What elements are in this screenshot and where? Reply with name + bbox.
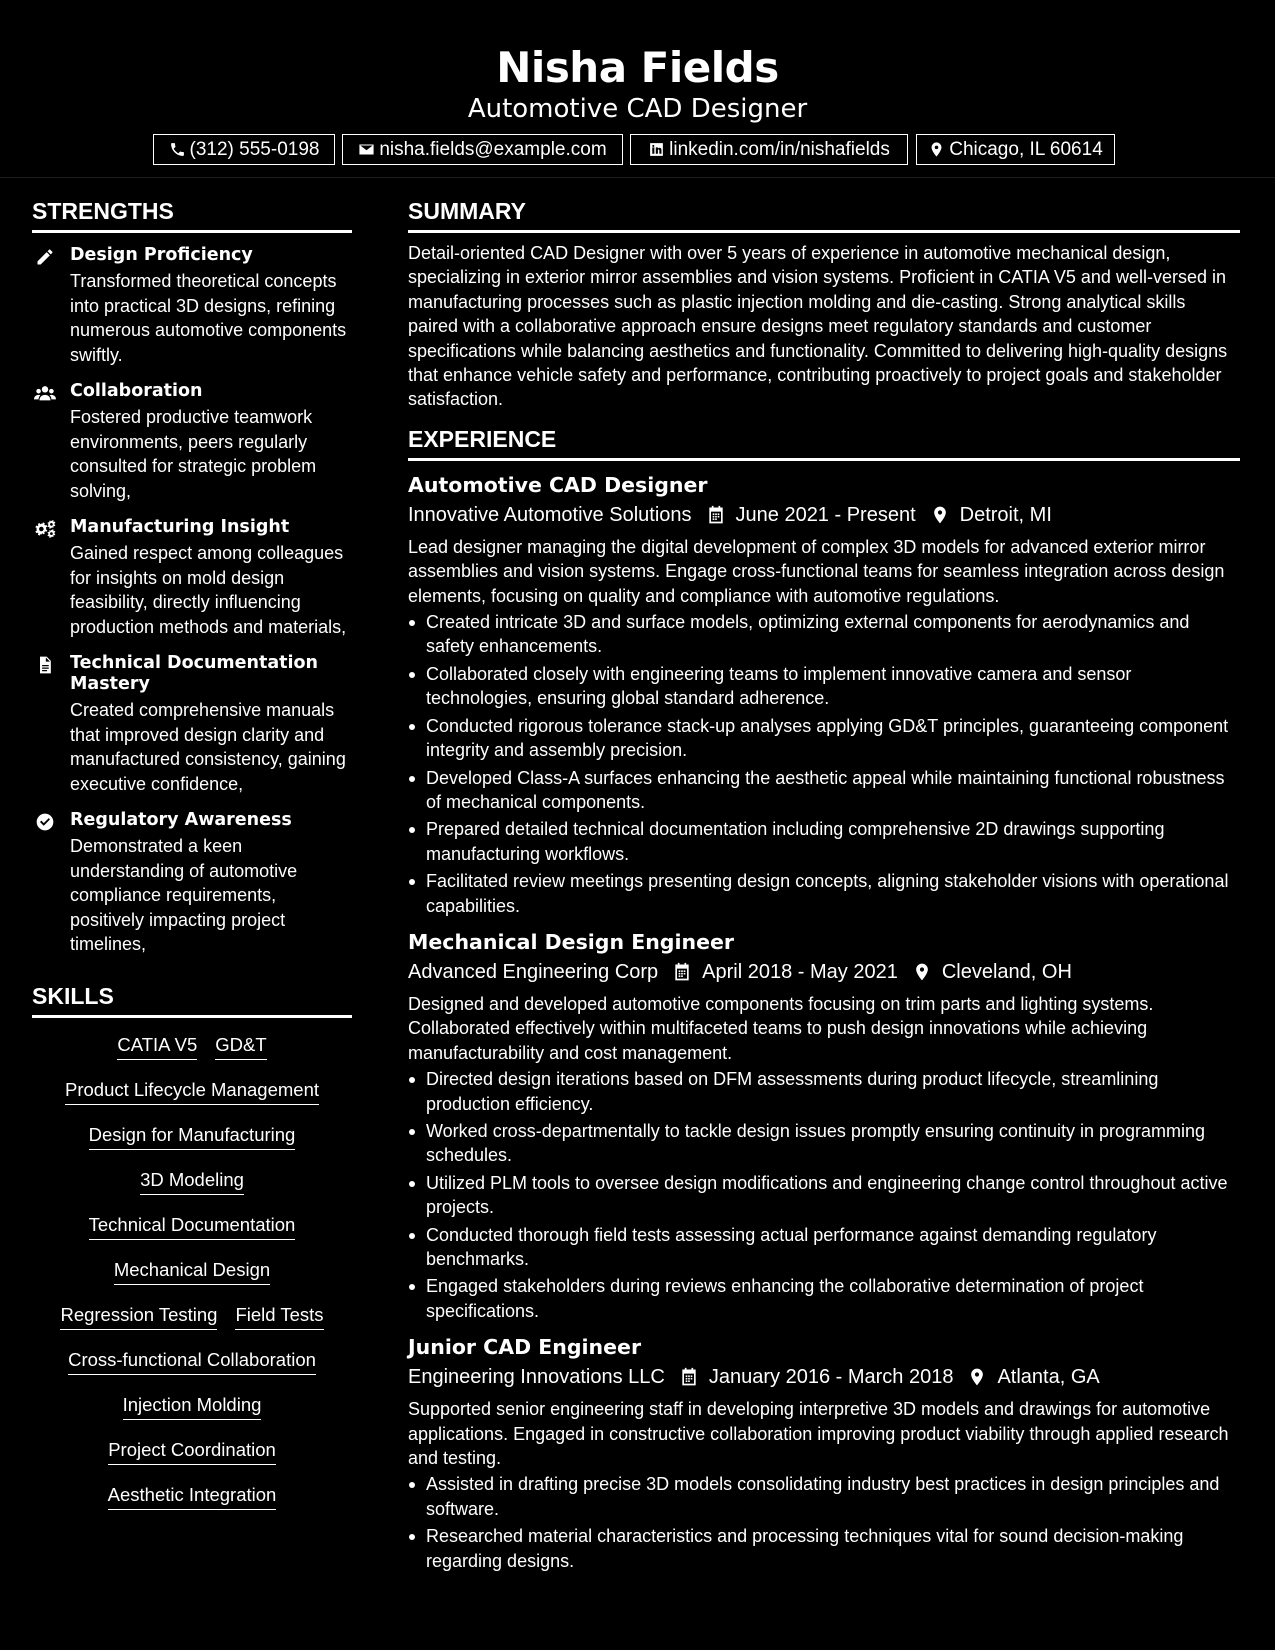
skill-tag: Design for Manufacturing <box>89 1123 296 1150</box>
contact-linkedin-text: linkedin.com/in/nishafields <box>669 138 890 160</box>
skill-row <box>32 1249 352 1294</box>
job-dates: January 2016 - March 2018 <box>708 1366 954 1389</box>
skill-row <box>32 1159 352 1204</box>
check-circle-icon <box>34 812 56 832</box>
pencil-icon <box>34 247 56 267</box>
skill-row <box>32 1429 352 1474</box>
job-dates: April 2018 - May 2021 <box>702 960 898 983</box>
job-entry <box>408 928 1240 1323</box>
job-bullets <box>408 1472 1240 1573</box>
job-bullet: Conducted rigorous tolerance stack-up analyses applying GD&T principles, guaranteeing component integrity and assembly precision. <box>408 714 1240 763</box>
skill-row <box>32 1339 352 1384</box>
strength-item <box>32 653 352 796</box>
skills-heading: SKILLS <box>32 981 352 1018</box>
strength-title: Manufacturing Insight <box>70 517 290 537</box>
skill-tag: Product Lifecycle Management <box>65 1078 319 1105</box>
job-entry <box>408 1333 1240 1573</box>
contact-bar <box>0 134 1275 166</box>
skill-tag: GD&T <box>215 1033 266 1060</box>
skill-tag: Aesthetic Integration <box>108 1483 277 1510</box>
job-bullet: Prepared detailed technical documentation including comprehensive 2D drawings supporting manufacturing workflows. <box>408 817 1240 866</box>
contact-email-text: nisha.fields@example.com <box>379 138 607 160</box>
job-location: Detroit, MI <box>959 503 1052 526</box>
job-title: Mechanical Design Engineer <box>408 929 735 954</box>
map-pin-icon <box>930 505 950 525</box>
experience-heading: EXPERIENCE <box>408 424 1240 461</box>
contact-phone[interactable] <box>153 134 335 165</box>
skill-tag: Technical Documentation <box>89 1213 296 1240</box>
skill-row <box>32 1384 352 1429</box>
skill-tag: Project Coordination <box>108 1438 276 1465</box>
strength-desc: Fostered productive teamwork environments, peers regularly consulted for strategic problem solving, <box>70 407 317 501</box>
job-company: Advanced Engineering Corp <box>408 960 659 983</box>
contact-linkedin[interactable] <box>630 134 908 165</box>
skill-tag: Field Tests <box>235 1303 323 1330</box>
strengths-list <box>32 245 352 957</box>
resume-header <box>0 0 1275 178</box>
skill-tag: Cross-functional Collaboration <box>68 1348 316 1375</box>
contact-email[interactable] <box>342 134 623 165</box>
skill-tag: Injection Molding <box>123 1393 262 1420</box>
skill-row <box>32 1204 352 1249</box>
skill-row <box>32 1069 352 1114</box>
job-dates: June 2021 - Present <box>735 503 916 526</box>
job-bullet: Engaged stakeholders during reviews enhancing the collaborative determination of project specifications. <box>408 1274 1240 1323</box>
strength-title: Regulatory Awareness <box>70 810 292 830</box>
strength-item <box>32 810 352 957</box>
skill-tag: Regression Testing <box>60 1303 217 1330</box>
job-bullet: Directed design iterations based on DFM assessments during product lifecycle, streamlining production efficiency. <box>408 1067 1240 1116</box>
job-meta <box>408 958 1240 986</box>
candidate-role: Automotive CAD Designer <box>467 94 808 124</box>
gears-icon <box>34 519 56 539</box>
strength-title: Technical Documentation Mastery <box>70 653 319 694</box>
candidate-name: Nisha Fields <box>496 43 779 92</box>
map-pin-icon <box>967 1367 987 1387</box>
job-bullet: Created intricate 3D and surface models, optimizing external components for aerodynamics and safety enhancements. <box>408 610 1240 659</box>
job-meta <box>408 1363 1240 1391</box>
linkedin-icon <box>648 141 665 158</box>
job-meta <box>408 501 1240 529</box>
job-location: Atlanta, GA <box>997 1366 1100 1389</box>
skills-list <box>32 1024 352 1519</box>
skill-row <box>32 1474 352 1519</box>
map-pin-icon <box>928 141 945 158</box>
job-entry <box>408 471 1240 918</box>
calendar-icon <box>672 962 692 982</box>
summary-heading: SUMMARY <box>408 196 1240 233</box>
sidebar <box>32 196 352 1519</box>
job-bullet: Developed Class-A surfaces enhancing the aesthetic appeal while maintaining functional robustness of mechanical components. <box>408 766 1240 815</box>
job-bullets <box>408 1067 1240 1323</box>
skill-tag: CATIA V5 <box>117 1033 197 1060</box>
job-bullet: Conducted thorough field tests assessing actual performance against demanding regulatory benchmarks. <box>408 1223 1240 1272</box>
job-description: Designed and developed automotive components focusing on trim parts and lighting systems. Collaborated effectively within multifaceted teams to push design innovations while achieving manufacturability and cost management. <box>408 993 1154 1063</box>
phone-icon <box>169 141 186 158</box>
strength-desc: Transformed theoretical concepts into practical 3D designs, refining numerous automotive components swiftly. <box>70 271 347 365</box>
map-pin-icon <box>912 962 932 982</box>
job-bullet: Worked cross-departmentally to tackle design issues promptly ensuring continuity in programming schedules. <box>408 1119 1240 1168</box>
job-bullets <box>408 610 1240 918</box>
calendar-icon <box>679 1367 699 1387</box>
job-bullet: Researched material characteristics and processing techniques vital for sound decision-making regarding designs. <box>408 1524 1240 1573</box>
job-location: Cleveland, OH <box>941 960 1072 983</box>
skill-row <box>32 1024 352 1069</box>
job-title: Automotive CAD Designer <box>408 472 708 497</box>
main-content <box>408 196 1240 1576</box>
job-bullet: Collaborated closely with engineering teams to implement innovative camera and sensor technologies, ensuring global standard adherence. <box>408 662 1240 711</box>
job-description: Lead designer managing the digital development of complex 3D models for advanced exterior mirror assemblies and vision systems. Engage cross-functional teams for seamless integration across design elements, focusing on quality and compliance with automotive regulations. <box>408 536 1225 606</box>
job-bullet: Facilitated review meetings presenting design concepts, aligning stakeholder visions with operational capabilities. <box>408 869 1240 918</box>
skill-tag: Mechanical Design <box>114 1258 270 1285</box>
skill-row <box>32 1294 352 1339</box>
summary-text: Detail-oriented CAD Designer with over 5 years of experience in automotive mechanical design, specializing in exterior mirror assemblies and vision systems. Proficient in CATIA V5 and well-versed in manufacturing processes such as plastic injection molding and die-casting. Strong analytical skills paired with a collaborative approach ensure designs meet regulatory standards and customer specifications while balancing aesthetics and functionality. Committed to delivering high-quality designs that enhance vehicle safety and performance, contributing proactively to project goals and stakeholder satisfaction. <box>408 243 1228 410</box>
strength-title: Collaboration <box>70 381 203 401</box>
strength-desc: Demonstrated a keen understanding of automotive compliance requirements, positively impacting project timelines, <box>70 836 298 954</box>
job-company: Engineering Innovations LLC <box>408 1366 665 1389</box>
contact-location <box>916 134 1115 165</box>
strength-title: Design Proficiency <box>70 245 253 265</box>
calendar-icon <box>706 505 726 525</box>
contact-location-text: Chicago, IL 60614 <box>949 138 1103 160</box>
job-description: Supported senior engineering staff in developing interpretive 3D models and drawings for automotive applications. Engaged in constructive collaboration improving product viability through applied research and testing. <box>408 1399 1229 1469</box>
document-icon <box>34 655 56 675</box>
users-icon <box>34 383 56 403</box>
job-bullet: Utilized PLM tools to oversee design modifications and engineering change control throughout active projects. <box>408 1171 1240 1220</box>
envelope-icon <box>358 141 375 158</box>
strengths-heading: STRENGTHS <box>32 196 352 233</box>
strength-desc: Gained respect among colleagues for insights on mold design feasibility, directly influencing production methods and materials, <box>70 543 347 637</box>
strength-item <box>32 245 352 367</box>
skill-tag: 3D Modeling <box>140 1168 244 1195</box>
strength-item <box>32 517 352 639</box>
job-title: Junior CAD Engineer <box>408 1335 642 1360</box>
job-company: Innovative Automotive Solutions <box>408 503 692 526</box>
contact-phone-text: (312) 555-0198 <box>189 138 320 160</box>
strength-item <box>32 381 352 503</box>
job-bullet: Assisted in drafting precise 3D models consolidating industry best practices in design principles and software. <box>408 1472 1240 1521</box>
skill-row <box>32 1114 352 1159</box>
strength-desc: Created comprehensive manuals that improved design clarity and manufactured consistency, gaining executive confidence, <box>70 700 346 794</box>
